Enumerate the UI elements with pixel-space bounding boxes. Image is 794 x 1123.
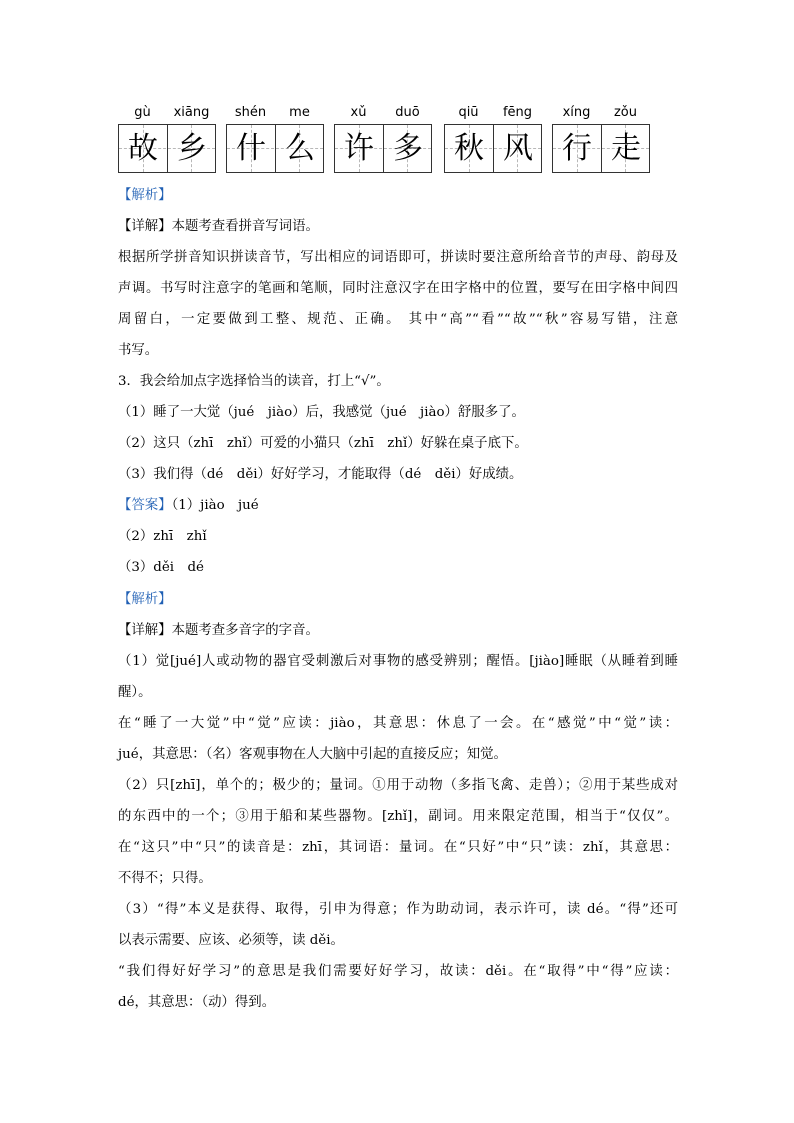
analysis-label: 【解析】 <box>118 188 172 203</box>
paragraph-line: （2）只[zhī]，单个的；极少的；量词。①用于动物（多指飞禽、走兽）；②用于某些成对 <box>118 778 678 793</box>
hanzi-cell: 走 <box>601 125 650 172</box>
paragraph-line: （3）“得”本义是获得、取得，引申为得意；作为助动词，表示许可，读 dé。“得”还可 <box>118 902 678 917</box>
tianzige-box <box>118 124 216 173</box>
hanzi-cell: 么 <box>275 125 324 172</box>
tianzige-box <box>226 124 324 173</box>
tianzige-box <box>552 124 650 173</box>
paragraph-line: “我们得好好学习”的意思是我们需要好好学习，故读：děi。在“取得”中“得”应读： <box>118 964 678 979</box>
pinyin: zǒu <box>613 105 638 120</box>
hanzi-cell: 什 <box>236 131 266 166</box>
paragraph-line: 周留白，一定要做到工整、规范、正确。 其中“高”“看”“故”“秋”容易写错，注意 <box>118 312 678 327</box>
detail-line <box>118 217 678 237</box>
pinyin-row <box>118 104 216 122</box>
paragraph-line: 根据所学拼音知识拼读音节，写出相应的词语即可，拼读时要注意所给音节的声母、韵母及 <box>118 250 678 265</box>
tianzige-box <box>444 124 542 173</box>
pinyin: duō <box>395 105 420 120</box>
pinyin: xǔ <box>350 105 367 120</box>
answer-line <box>118 496 678 516</box>
pinyin-row <box>334 104 432 122</box>
paragraph-line: 醒）。 <box>118 685 152 700</box>
pinyin-row <box>444 104 542 122</box>
word-block <box>118 104 216 174</box>
hanzi-cell: 行 <box>562 131 592 166</box>
paragraph-line: dé，其意思：（动）得到。 <box>118 995 276 1010</box>
paragraph-line: 的东西中的一个；③用于船和某些器物。[zhǐ]，副词。用来限定范围，相当于“仅仅”。 <box>118 809 678 824</box>
question-title: 3．我会给加点字选择恰当的读音，打上“√”。 <box>118 374 390 389</box>
hanzi-cell: 乡 <box>167 125 216 172</box>
paragraph-line: 声调。书写时注意字的笔画和笔顺，同时注意汉字在田字格中的位置，要写在田字格中间四 <box>118 281 678 296</box>
pinyin-row <box>226 104 324 122</box>
tianzige-box <box>334 124 432 173</box>
pinyin: xiāng <box>173 105 210 120</box>
pinyin: gù <box>134 105 151 120</box>
pinyin: me <box>289 105 310 120</box>
word-block <box>334 104 432 174</box>
question-item: （1）睡了一大觉（jué jiào）后，我感觉（jué jiào）舒服多了。 <box>118 405 525 420</box>
hanzi-cell: 许 <box>344 131 374 166</box>
pinyin: qiū <box>458 105 479 120</box>
hanzi-cell: 风 <box>493 125 542 172</box>
analysis-label: 【解析】 <box>118 592 172 607</box>
hanzi-cell: 秋 <box>454 131 484 166</box>
word-block <box>552 104 650 174</box>
question-item: （2）这只（zhī zhǐ）可爱的小猫只（zhī zhǐ）好躲在桌子底下。 <box>118 436 528 451</box>
paragraph-line: 在“这只”中“只”的读音是：zhī，其词语：量词。在“只好”中“只”读：zhǐ，其意思： <box>118 840 678 855</box>
detail-text: 本题考查看拼音写词语。 <box>171 219 319 234</box>
paragraph-line: 在“睡了一大觉”中“觉”应读：jiào，其意思：休息了一会。在“感觉”中“觉”读： <box>118 716 678 731</box>
answer-line: （3）děi dé <box>118 560 204 575</box>
hanzi-cell: 故 <box>128 131 158 166</box>
detail-line <box>118 621 678 641</box>
detail-text: 本题考查多音字的字音。 <box>171 623 319 638</box>
paragraph-line: 书写。 <box>118 343 159 358</box>
analysis-heading <box>118 590 678 610</box>
pinyin: fēng <box>502 105 533 120</box>
word-block <box>444 104 542 174</box>
analysis-heading <box>118 186 678 206</box>
answer-line: （2）zhī zhǐ <box>118 529 207 544</box>
pinyin-row <box>552 104 650 122</box>
paragraph-line: 不得不；只得。 <box>118 871 212 886</box>
paragraph-line: （1）觉[jué]人或动物的器官受刺激后对事物的感受辨别；醒悟。[jiào]睡眠（从睡着到睡 <box>118 654 678 669</box>
pinyin: xíng <box>562 105 591 120</box>
pinyin: shén <box>234 105 267 120</box>
paragraph-line: 以表示需要、应该、必须等，读 děi。 <box>118 933 344 948</box>
answer-text: （1）jiào jué <box>171 498 259 513</box>
detail-label: 【详解】 <box>118 219 172 234</box>
hanzi-cell: 多 <box>383 125 432 172</box>
paragraph-line: jué，其意思：（名）客观事物在人大脑中引起的直接反应；知觉。 <box>118 747 507 762</box>
detail-label: 【详解】 <box>118 623 172 638</box>
question-item: （3）我们得（dé děi）好好学习，才能取得（dé děi）好成绩。 <box>118 467 523 482</box>
answer-label: 【答案】 <box>118 498 172 513</box>
word-block <box>226 104 324 174</box>
